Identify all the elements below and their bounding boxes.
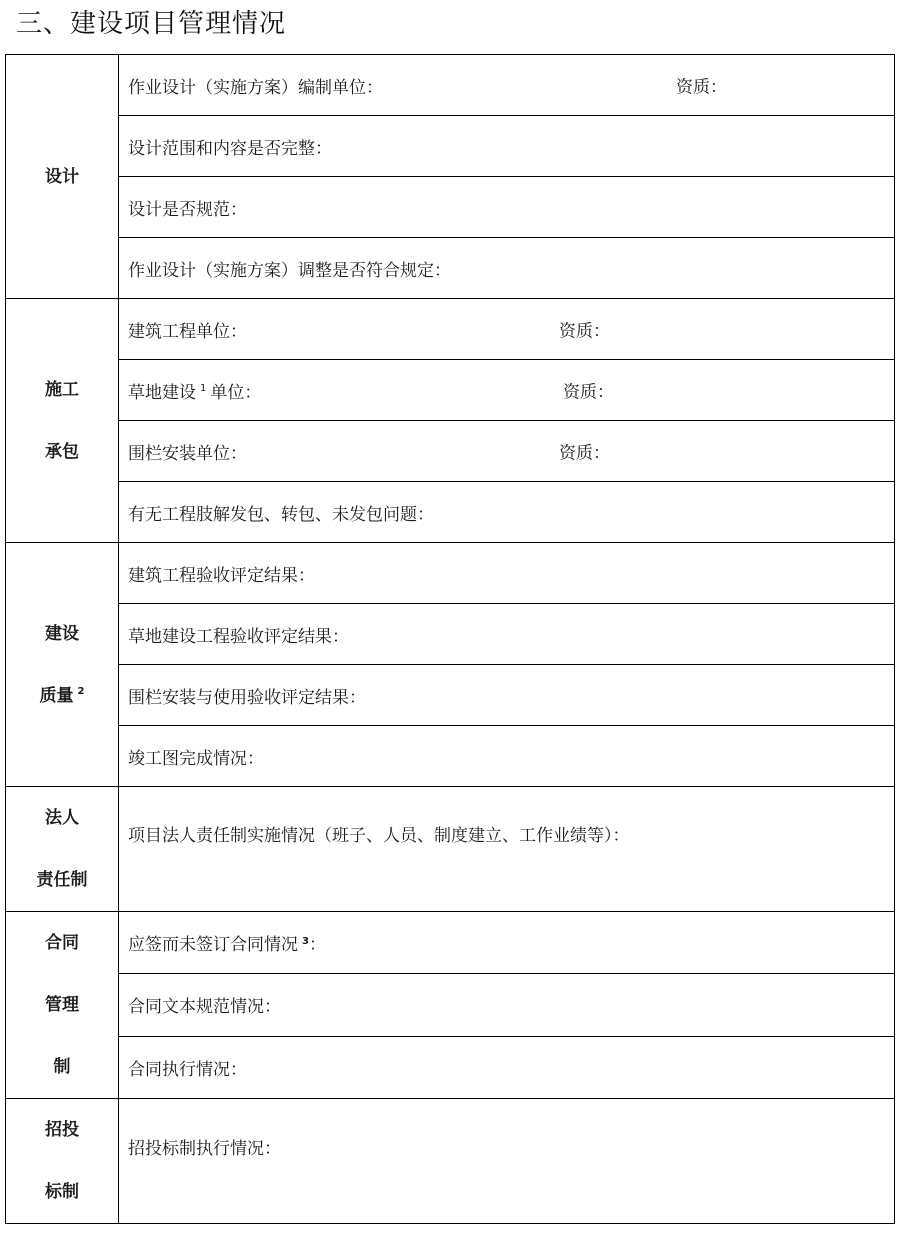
table-row	[6, 1099, 895, 1224]
field-label: 围栏安装单位：	[128, 443, 247, 464]
table-row	[6, 421, 895, 482]
table-row	[6, 360, 895, 421]
field-label: 草地建设工程验收评定结果：	[128, 626, 349, 647]
field-contract-execution[interactable]	[119, 1036, 895, 1098]
field-label: 作业设计（实施方案）调整是否符合规定：	[128, 260, 451, 281]
table-row	[6, 974, 895, 1036]
project-management-table	[5, 54, 895, 1224]
field-design-standard[interactable]	[119, 177, 895, 238]
qualification-label: 资质：	[676, 77, 727, 98]
field-label: 建筑工程单位：	[128, 321, 247, 342]
category-bidding	[6, 1099, 119, 1224]
category-label: 责任制	[36, 870, 88, 890]
category-label: 建设	[45, 623, 79, 644]
category-label: 承包	[45, 441, 79, 462]
table-row	[6, 726, 895, 787]
field-label: 合同文本规范情况：	[128, 997, 281, 1018]
field-grassland-unit[interactable]	[119, 360, 895, 421]
qualification-label: 资质：	[563, 382, 614, 403]
field-design-scope[interactable]	[119, 116, 895, 177]
table-row	[6, 665, 895, 726]
field-label: 作业设计（实施方案）编制单位：	[128, 77, 383, 98]
category-quality	[6, 543, 119, 787]
category-label-line2	[6, 665, 118, 727]
field-label: 单位：	[210, 382, 262, 403]
qualification-label: 资质：	[559, 321, 610, 342]
table-row	[6, 604, 895, 665]
qualification-label: 资质：	[559, 443, 610, 464]
table-row	[6, 1036, 895, 1098]
footnote-marker: 3	[302, 935, 309, 947]
field-building-acceptance[interactable]	[119, 543, 895, 604]
field-label: 建筑工程验收评定结果：	[128, 565, 315, 586]
category-label: 法人	[45, 808, 79, 828]
category-design	[6, 55, 119, 299]
field-label: 招投标制执行情况：	[128, 1139, 281, 1159]
category-contract	[6, 912, 119, 1099]
category-legal	[6, 787, 119, 912]
field-label: ：	[308, 935, 326, 956]
table-row	[6, 299, 895, 360]
field-label-wrap	[128, 821, 894, 846]
page-title: 三、建设项目管理情况	[16, 9, 287, 39]
field-fence-acceptance[interactable]	[119, 665, 895, 726]
table-row	[6, 238, 895, 299]
footnote-marker: 2	[77, 685, 85, 697]
category-label: 施工	[45, 379, 79, 400]
field-label: 草地建设	[128, 382, 196, 403]
field-bidding-execution[interactable]	[119, 1099, 895, 1224]
field-label: 围栏安装与使用验收评定结果：	[128, 687, 366, 708]
field-subcontract-issues[interactable]	[119, 482, 895, 543]
table-row	[6, 177, 895, 238]
field-label: 项目法人责任制实施情况（班子、人员、制度建立、工作业绩等）：	[128, 826, 630, 846]
field-label-wrap	[128, 1134, 894, 1159]
table-row	[6, 787, 895, 912]
category-label: 招投	[45, 1120, 79, 1140]
field-label: 有无工程肢解发包、转包、未发包问题：	[128, 504, 434, 525]
table-row	[6, 912, 895, 974]
field-legal-responsibility[interactable]	[119, 787, 895, 912]
footnote-marker: 1	[200, 382, 207, 394]
field-contract-text[interactable]	[119, 974, 895, 1036]
table-row	[6, 482, 895, 543]
field-label: 合同执行情况：	[128, 1059, 247, 1080]
category-label: 制	[53, 1057, 71, 1077]
field-fence-unit[interactable]	[119, 421, 895, 482]
table-row	[6, 116, 895, 177]
category-label: 设计	[45, 166, 79, 187]
field-building-unit[interactable]	[119, 299, 895, 360]
field-grassland-acceptance[interactable]	[119, 604, 895, 665]
category-label: 合同	[45, 933, 79, 953]
category-label: 管理	[45, 995, 79, 1015]
field-as-built-drawings[interactable]	[119, 726, 895, 787]
category-label: 质量	[39, 685, 74, 706]
category-label: 标制	[45, 1182, 79, 1202]
field-label: 设计是否规范：	[128, 199, 247, 220]
field-label: 竣工图完成情况：	[128, 748, 264, 769]
field-design-adjustment[interactable]	[119, 238, 895, 299]
field-unsigned-contracts[interactable]	[119, 912, 895, 974]
field-label: 设计范围和内容是否完整：	[128, 138, 332, 159]
category-construction	[6, 299, 119, 543]
field-label: 应签而未签订合同情况	[128, 935, 298, 956]
field-design-unit[interactable]	[119, 55, 895, 116]
table-row	[6, 55, 895, 116]
table-row	[6, 543, 895, 604]
